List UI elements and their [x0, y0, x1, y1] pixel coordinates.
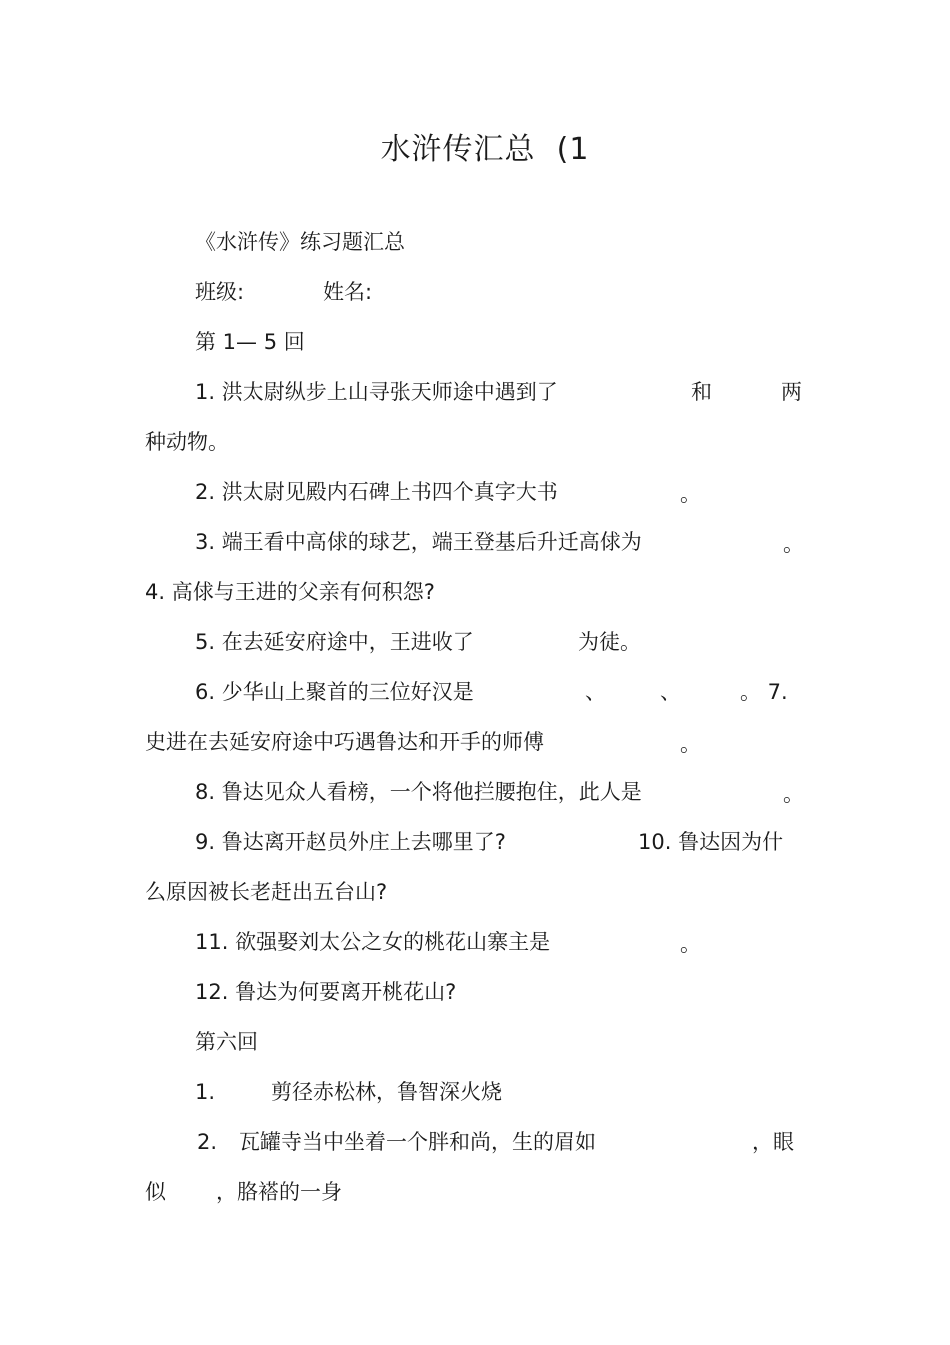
section-heading-6: 第六回 — [195, 1030, 258, 1054]
question-5-text: 5. 在去延安府途中，王进收了 — [195, 630, 474, 654]
section-6-question-2-end: ，胳褡的一身 — [216, 1180, 342, 1204]
question-7-period: 。 — [680, 732, 701, 756]
question-11-period: 。 — [680, 932, 701, 956]
question-6-text: 6. 少华山上聚首的三位好汉是 — [195, 680, 474, 704]
name-label: 姓名: — [323, 280, 373, 304]
question-1-and: 和 — [691, 380, 712, 404]
question-9-text: 9. 鲁达离开赵员外庄上去哪里了? — [195, 830, 506, 854]
question-6-comma-1: 、 — [585, 680, 606, 704]
section-6-question-2-number: 2. — [197, 1130, 218, 1154]
question-11-text: 11. 欲强娶刘太公之女的桃花山寨主是 — [195, 930, 551, 954]
question-3-period: 。 — [783, 532, 804, 556]
question-1-text: 1. 洪太尉纵步上山寻张天师途中遇到了 — [195, 380, 558, 404]
page-title: 水浒传汇总 (1 — [380, 132, 590, 167]
question-10-text: 10. 鲁达因为什 — [638, 830, 784, 854]
class-label: 班级: — [195, 280, 245, 304]
question-3-text: 3. 端王看中高俅的球艺，端王登基后升迁高俅为 — [195, 530, 642, 554]
section-6-question-1-number: 1. — [195, 1080, 216, 1104]
section-6-question-2-text: 瓦罐寺当中坐着一个胖和尚，生的眉如 — [239, 1130, 596, 1154]
section-6-question-2-eye: ，眼 — [752, 1130, 794, 1154]
question-2-period: 。 — [680, 482, 701, 506]
question-1-two: 两 — [781, 380, 802, 404]
question-8-period: 。 — [783, 782, 804, 806]
section-6-question-2-like: 似 — [145, 1180, 166, 1204]
question-5-end: 为徒。 — [578, 630, 641, 654]
worksheet-subtitle: 《水浒传》练习题汇总 — [195, 230, 405, 254]
question-6-comma-2: 、 — [660, 680, 681, 704]
question-10-end: 么原因被长老赶出五台山? — [145, 880, 388, 904]
section-6-question-1-text: 剪径赤松林，鲁智深火烧 — [271, 1080, 502, 1104]
question-8-text: 8. 鲁达见众人看榜，一个将他拦腰抱住，此人是 — [195, 780, 642, 804]
section-heading-1-5: 第 1— 5 回 — [195, 330, 305, 354]
question-4-text: 4. 高俅与王进的父亲有何积怨? — [145, 580, 435, 604]
question-1-end: 种动物。 — [145, 430, 229, 454]
question-12-text: 12. 鲁达为何要离开桃花山? — [195, 980, 457, 1004]
question-2-text: 2. 洪太尉见殿内石碑上书四个真字大书 — [195, 480, 558, 504]
question-6-end: 。 7. — [740, 680, 788, 704]
question-7-text: 史进在去延安府途中巧遇鲁达和开手的师傅 — [145, 730, 544, 754]
